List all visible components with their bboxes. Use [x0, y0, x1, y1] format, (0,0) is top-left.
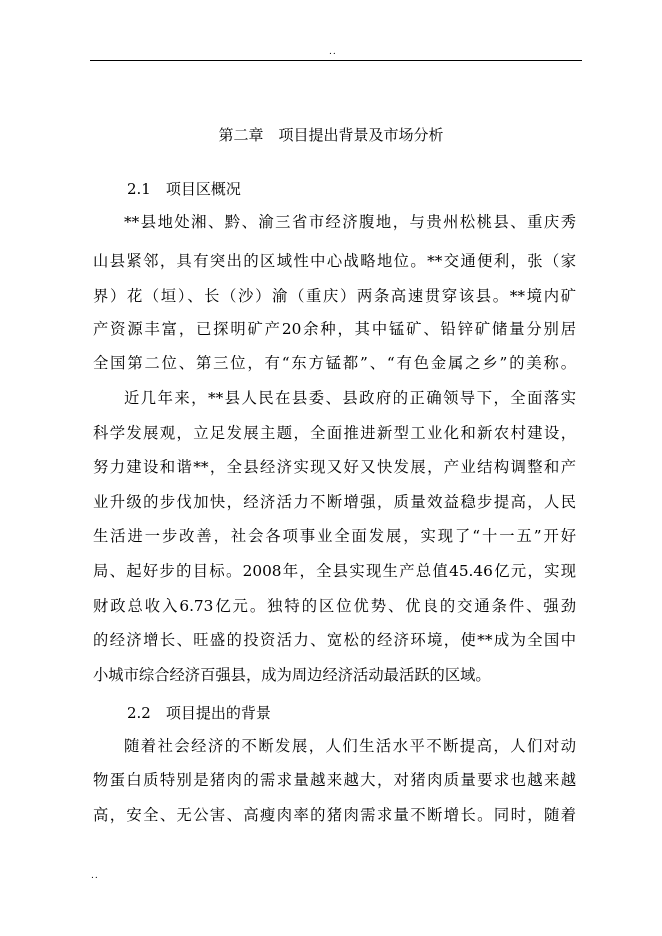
paragraph-line: 小城市综合经济百强县，成为周边经济活动最活跃的区域。	[93, 666, 491, 684]
paragraph-line: 科学发展观，立足发展主题，全面推进新型工业化和新农村建设，	[93, 424, 576, 442]
header-rule	[90, 60, 582, 61]
paragraph-line: **县地处湘、黔、渝三省市经济腹地，与贵州松桃县、重庆秀	[124, 213, 576, 231]
paragraph-line: 产资源丰富，已探明矿产20余种，其中锰矿、铅锌矿储量分别居	[93, 320, 576, 338]
paragraph-line: 界）花（垣）、长（沙）渝（重庆）两条高速贯穿该县。**境内矿	[93, 287, 576, 305]
paragraph-line: 全国第二位、第三位，有“东方锰都”、“有色金属之乡”的美称。	[93, 354, 576, 372]
footer-mark: ..	[91, 871, 99, 881]
paragraph-line: 近几年来，**县人民在县委、县政府的正确领导下，全面落实	[124, 389, 576, 407]
header-mark: ..	[329, 47, 337, 57]
section-heading: 2.1 项目区概况	[127, 180, 241, 198]
paragraph-line: 生活进一步改善，社会各项事业全面发展，实现了“十一五”开好	[93, 527, 576, 545]
paragraph-line: 财政总收入6.73亿元。独特的区位优势、优良的交通条件、强劲	[93, 597, 576, 615]
paragraph-line: 物蛋白质特别是猪肉的需求量越来越大，对猪肉质量要求也越来越	[93, 771, 576, 789]
section-heading: 2.2 项目提出的背景	[127, 704, 271, 722]
paragraph-line: 努力建设和谐**，全县经济实现又好又快发展，产业结构调整和产	[93, 458, 576, 476]
chapter-title: 第二章 项目提出背景及市场分析	[218, 126, 444, 144]
paragraph-line: 局、起好步的目标。2008年，全县实现生产总值45.46亿元，实现	[93, 562, 576, 580]
paragraph-line: 的经济增长、旺盛的投资活力、宽松的经济环境，使**成为全国中	[93, 631, 576, 649]
paragraph-line: 业升级的步伐加快，经济活力不断增强，质量效益稳步提高，人民	[93, 493, 576, 511]
paragraph-line: 高，安全、无公害、高瘦肉率的猪肉需求量不断增长。同时，随着	[93, 806, 576, 824]
paragraph-line: 山县紧邻，具有突出的区域性中心战略地位。**交通便利，张（家	[93, 252, 576, 270]
paragraph-line: 随着社会经济的不断发展，人们生活水平不断提高，人们对动	[124, 737, 576, 755]
